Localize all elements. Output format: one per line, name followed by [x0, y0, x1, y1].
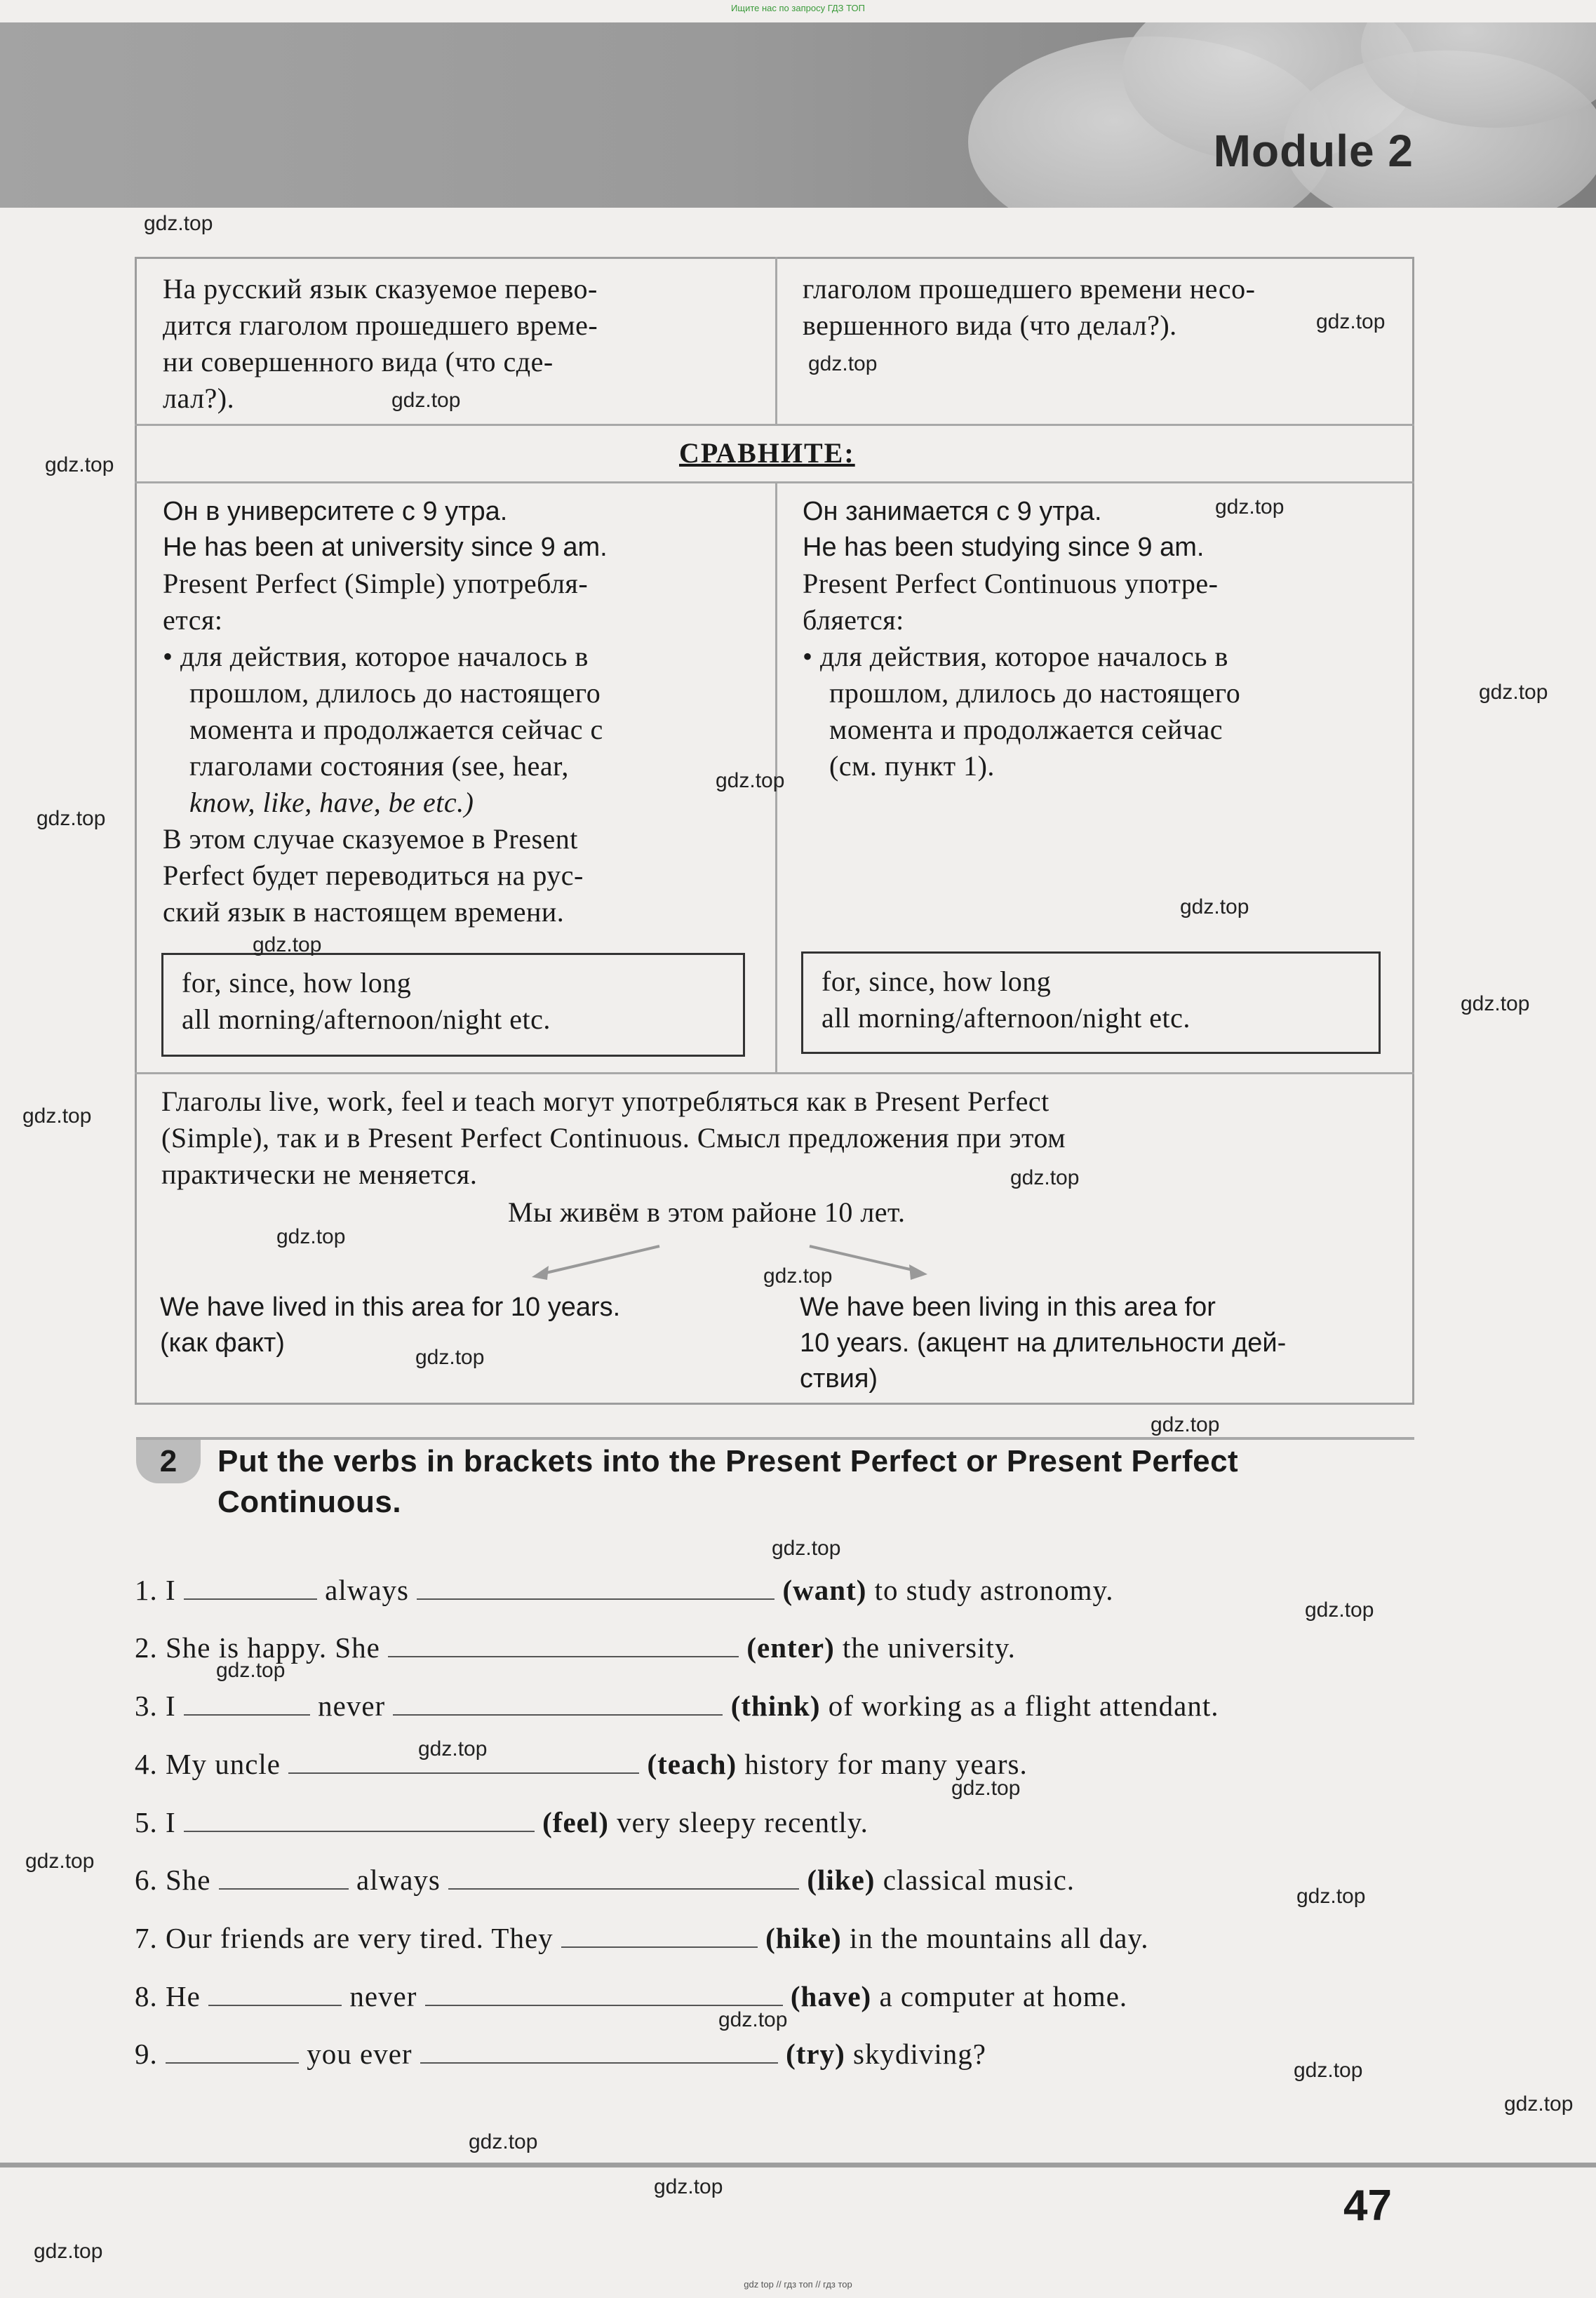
watermark: gdz.top	[654, 2175, 723, 2198]
answer-blank[interactable]	[388, 1628, 739, 1657]
exercise-number: 2	[136, 1440, 201, 1483]
watermark: gdz.top	[951, 1777, 1021, 1800]
table-divider	[775, 257, 777, 424]
watermark: gdz.top	[216, 1659, 286, 1682]
watermark: gdz.top	[36, 807, 106, 830]
watermark: gdz.top	[1294, 2059, 1363, 2082]
watermark: gdz.top	[1461, 992, 1530, 1015]
top-note: Ищите нас по запросу ГДЗ ТОП	[731, 3, 865, 13]
watermark: gdz.top	[144, 212, 213, 235]
exercise-item-3: 3. I never (think) of working as a flight attendant.	[135, 1686, 1219, 1723]
watermark: gdz.top	[763, 1264, 833, 1288]
answer-blank[interactable]	[208, 1977, 342, 2006]
watermark: gdz.top	[34, 2240, 103, 2263]
exercise-rule	[136, 1437, 1414, 1440]
answer-blank[interactable]	[184, 1803, 535, 1832]
watermark: gdz.top	[1316, 310, 1386, 333]
table-divider	[135, 424, 1414, 426]
watermark: gdz.top	[25, 1850, 95, 1873]
answer-blank[interactable]	[219, 1860, 349, 1890]
answer-blank[interactable]	[561, 1918, 758, 1948]
exercise-item-1: 1. I always (want) to study astronomy.	[135, 1570, 1114, 1607]
center-example: Мы живём в этом районе 10 лет.	[508, 1196, 906, 1228]
watermark: gdz.top	[1479, 681, 1548, 704]
watermark: gdz.top	[276, 1225, 346, 1248]
left-time-expressions-box: for, since, how long all morning/afternoon/night etc.	[161, 953, 745, 1057]
watermark: gdz.top	[1305, 1598, 1374, 1622]
answer-blank[interactable]	[166, 2034, 299, 2064]
footer-rule	[0, 2163, 1596, 2167]
watermark: gdz.top	[253, 933, 322, 956]
watermark: gdz.top	[1151, 1413, 1220, 1436]
table-divider	[135, 481, 1414, 483]
answer-blank[interactable]	[393, 1686, 723, 1716]
right-time-expressions-box: for, since, how long all morning/afternoon/night etc.	[801, 951, 1381, 1054]
header-band	[0, 22, 1596, 208]
watermark: gdz.top	[45, 453, 114, 476]
watermark: gdz.top	[391, 389, 461, 412]
watermark: gdz.top	[22, 1104, 92, 1128]
answer-blank[interactable]	[184, 1686, 310, 1716]
exercise-item-4: 4. My uncle (teach) history for many years.	[135, 1744, 1028, 1781]
exercise-item-6: 6. She always (like) classical music.	[135, 1860, 1075, 1897]
answer-blank[interactable]	[420, 2034, 778, 2064]
watermark: gdz.top	[1010, 1166, 1080, 1189]
watermark: gdz.top	[718, 2008, 788, 2031]
left-column: Он в университете с 9 утра. He has been at university since 9 am. Present Perfect (Simple) употребля- ется: • для действия, которое началось в прошлом, длилось до настоящего момента и продолжается сейчас с глаголами состояния (see, hear, know, like, have, be etc.) В этом случае сказуемое в Present Perfect будет переводиться на рус- ский язык в настоящем времени.	[163, 497, 608, 928]
row1-left-text: На русский язык сказуемое перево- дится глаголом прошедшего време- ни совершенного вида (что сде- лал?).	[163, 273, 598, 414]
row1-right-text: глаголом прошедшего времени несо- вершенного вида (что делал?).	[803, 273, 1256, 341]
exercise-title: Put the verbs in brackets into the Present Perfect or Present Perfect Continuous.	[217, 1444, 1239, 1519]
answer-blank[interactable]	[425, 1977, 783, 2006]
bottom-explanation: Глаголы live, work, feel и teach могут употребляться как в Present Perfect (Simple), так и в Present Perfect Continuous. Смысл предложения при этом практически не меняется.	[161, 1085, 1066, 1190]
right-example: We have been living in this area for 10 years. (акцент на длительности дей- ствия)	[800, 1292, 1287, 1394]
exercise-item-5: 5. I (feel) very sleepy recently.	[135, 1803, 869, 1839]
answer-blank[interactable]	[184, 1570, 317, 1600]
left-example: We have lived in this area for 10 years. (как факт)	[160, 1292, 621, 1358]
bottom-note: gdz top // гдз топ // гдз тор	[744, 2279, 852, 2290]
watermark: gdz.top	[772, 1537, 841, 1560]
watermark: gdz.top	[808, 352, 878, 375]
watermark: gdz.top	[415, 1346, 485, 1369]
watermark: gdz.top	[418, 1737, 488, 1761]
right-column: Он занимается с 9 утра. He has been studying since 9 am. Present Perfect Continuous употре- бляется: • для действия, которое началось в прошлом, длилось до настоящего момента и продолжается сейчас (см. пункт 1).	[803, 497, 1241, 782]
exercise-item-7: 7. Our friends are very tired. They (hike) in the mountains all day.	[135, 1918, 1148, 1955]
left-arrow-icon	[526, 1241, 666, 1283]
page-number: 47	[1343, 2182, 1392, 2230]
watermark: gdz.top	[1215, 495, 1285, 519]
watermark: gdz.top	[1504, 2092, 1574, 2116]
exercise-item-9: 9. you ever (try) skydiving?	[135, 2034, 986, 2071]
watermark: gdz.top	[1296, 1885, 1366, 1908]
answer-blank[interactable]	[417, 1570, 774, 1600]
exercise-item-2: 2. She is happy. She (enter) the university.	[135, 1628, 1016, 1664]
compare-heading: СРАВНИТЕ:	[679, 437, 855, 469]
table-divider	[135, 1072, 1414, 1074]
exercise-item-8: 8. He never (have) a computer at home.	[135, 1977, 1127, 2013]
watermark: gdz.top	[469, 2130, 538, 2153]
module-title: Module 2	[1213, 126, 1414, 176]
answer-blank[interactable]	[448, 1860, 799, 1890]
watermark: gdz.top	[1180, 895, 1249, 918]
watermark: gdz.top	[716, 769, 785, 792]
